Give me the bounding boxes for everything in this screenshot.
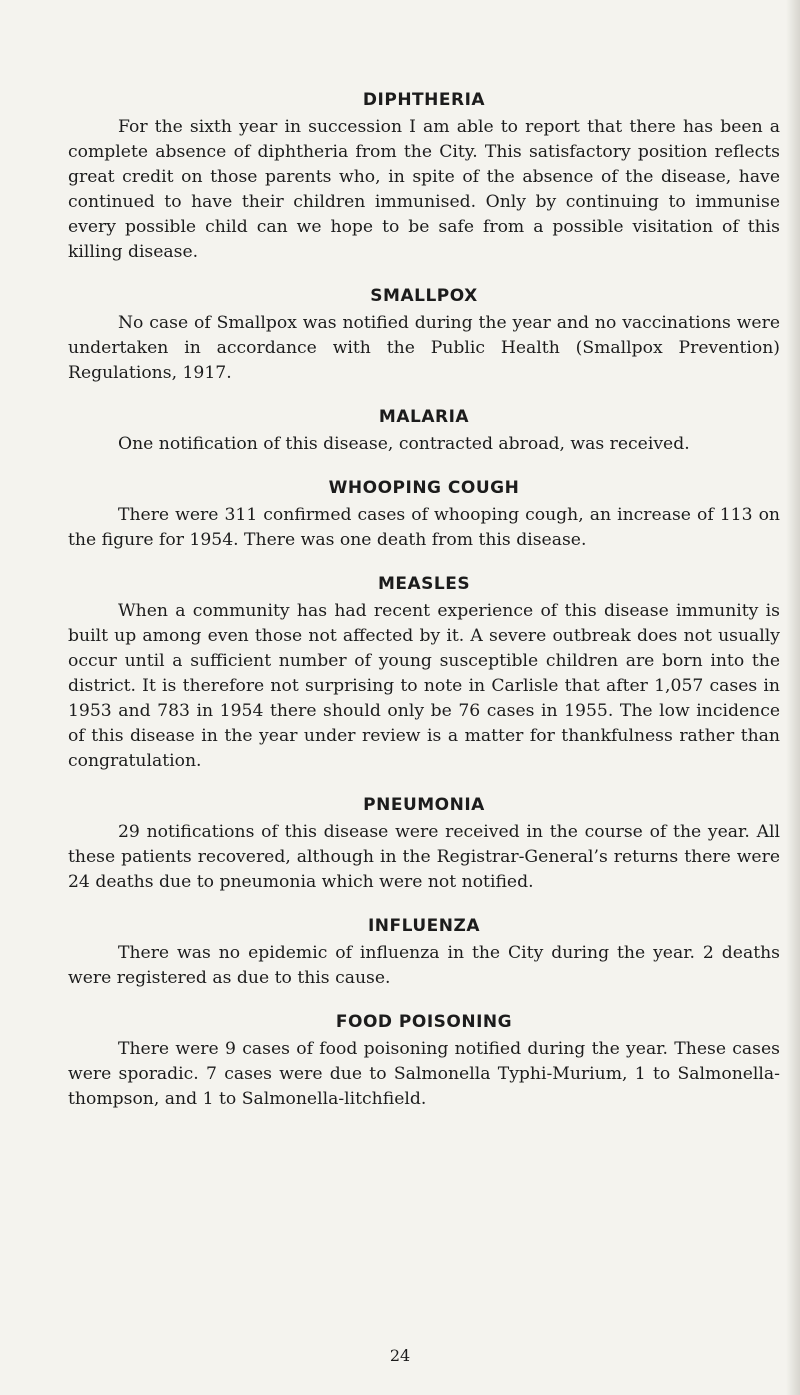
paragraph-measles: When a community has had recent experience of this disease immunity is built up among even those not affected by it. A severe outbreak does not usually occur until a sufficient number of young susceptible children are born into the district. It is therefore not surprising to note in Carlisle that after 1,057 cases in 1953 and 783 in 1954 there should only be 76 cases in 1955. The low incidence of this disease in the year under review is a matter for thankfulness rather than congratulation. [68,601,780,771]
paragraph-whooping-cough: There were 311 confirmed cases of whooping cough, an increase of 113 on the figure for 1954. There was one death from this disease. [68,505,780,550]
paragraph-influenza: There was no epidemic of influenza in the City during the year. 2 deaths were registered as due to this cause. [68,943,780,988]
heading-whooping-cough: WHOOPING COUGH [328,478,520,498]
heading-smallpox: SMALLPOX [370,286,478,306]
heading-pneumonia: PNEUMONIA [363,795,485,815]
page-edge-shadow [786,0,800,1395]
paragraph-diphtheria: For the sixth year in succession I am able to report that there has been a complete absence of diphtheria from the City. This satisfactory position reflects great credit on those parents who, in spite of the absence of the disease, have continued to have their children immunised. Only by continuing to immunise every possible child can we hope to be safe from a possible visitation of this killing disease. [68,117,780,262]
heading-influenza: INFLUENZA [367,916,481,936]
document-page [68,88,780,1112]
page-number: 24 [389,1346,411,1365]
paragraph-pneumonia: 29 notifications of this disease were received in the course of the year. All these patients recovered, although in the Registrar-General’s returns there were 24 deaths due to pneumonia which were not notified. [68,822,780,892]
heading-food-poisoning: FOOD POISONING [335,1012,513,1032]
paragraph-smallpox: No case of Smallpox was notified during the year and no vaccinations were undertaken in accordance with the Public Health (Smallpox Prevention) Regulations, 1917. [68,313,780,383]
heading-measles: MEASLES [377,574,471,594]
heading-diphtheria: DIPHTHERIA [362,90,486,110]
heading-malaria: MALARIA [378,407,470,427]
paragraph-food-poisoning: There were 9 cases of food poisoning notified during the year. These cases were sporadic. 7 cases were due to Salmonella Typhi-Murium, 1 to Salmonella-thompson, and 1 to Salmonella-litchfield. [68,1039,780,1109]
paragraph-malaria: One notification of this disease, contracted abroad, was received. [118,434,690,454]
